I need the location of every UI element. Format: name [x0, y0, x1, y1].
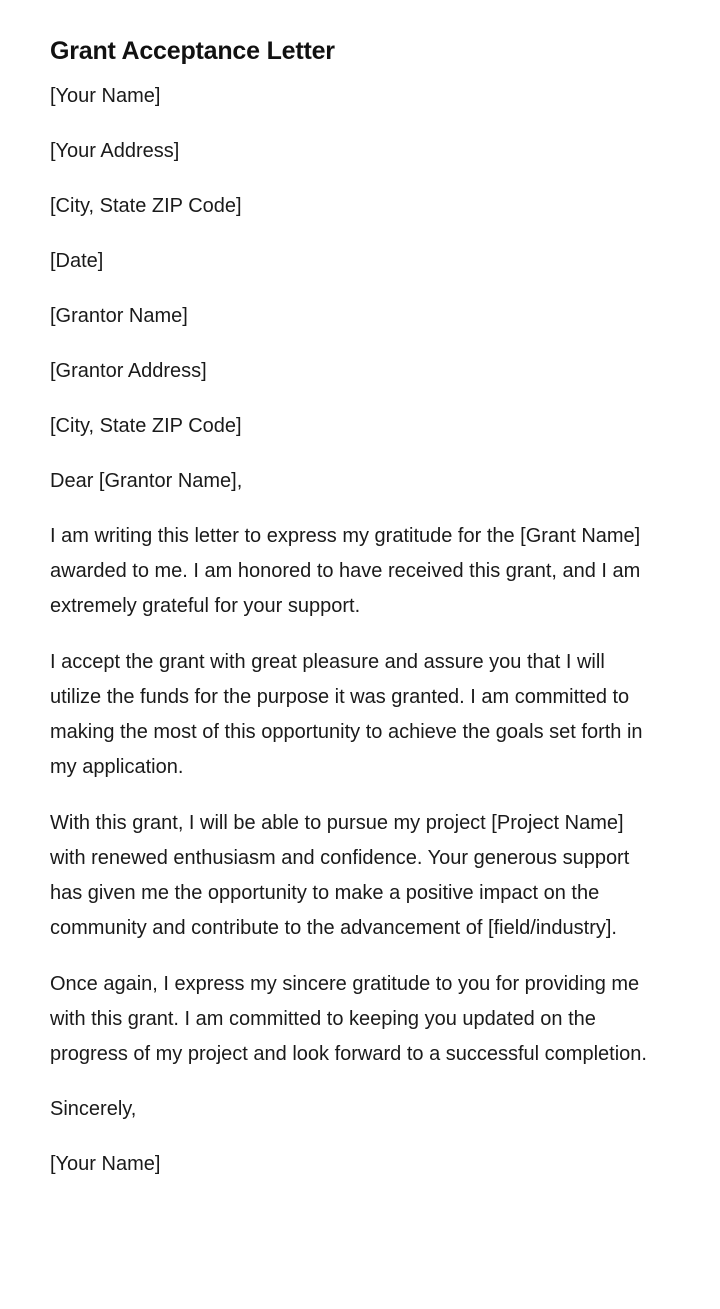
recipient-address: [Grantor Address] [50, 360, 207, 382]
body-paragraph-1: I am writing this letter to express my gratitude for the [Grant Name] awarded to me. I am honored to have received this grant, and I am extremely grateful for your support. [50, 525, 641, 617]
closing: Sincerely, [50, 1098, 137, 1120]
document-title: Grant Acceptance Letter [50, 37, 335, 65]
signature-name: [Your Name] [50, 1153, 161, 1175]
body-paragraph-2: I accept the grant with great pleasure and assure you that I will utilize the funds for the purpose it was granted. I am committed to making the most of this opportunity to achieve the goals set forth in my application. [50, 651, 643, 778]
body-paragraph-4: Once again, I express my sincere gratitude to you for providing me with this grant. I am committed to keeping you updated on the progress of my project and look forward to a successful completion. [50, 973, 647, 1065]
recipient-name: [Grantor Name] [50, 305, 188, 327]
sender-name: [Your Name] [50, 85, 161, 107]
body-paragraph-3: With this grant, I will be able to pursue my project [Project Name] with renewed enthusiasm and confidence. Your generous support has given me the opportunity to make a positive impact on the community and contribute to the advancement of [field/industry]. [50, 812, 630, 939]
letter-date: [Date] [50, 250, 104, 272]
salutation: Dear [Grantor Name], [50, 470, 243, 492]
sender-city-state-zip: [City, State ZIP Code] [50, 195, 242, 217]
sender-address: [Your Address] [50, 140, 180, 162]
recipient-city-state-zip: [City, State ZIP Code] [50, 415, 242, 437]
